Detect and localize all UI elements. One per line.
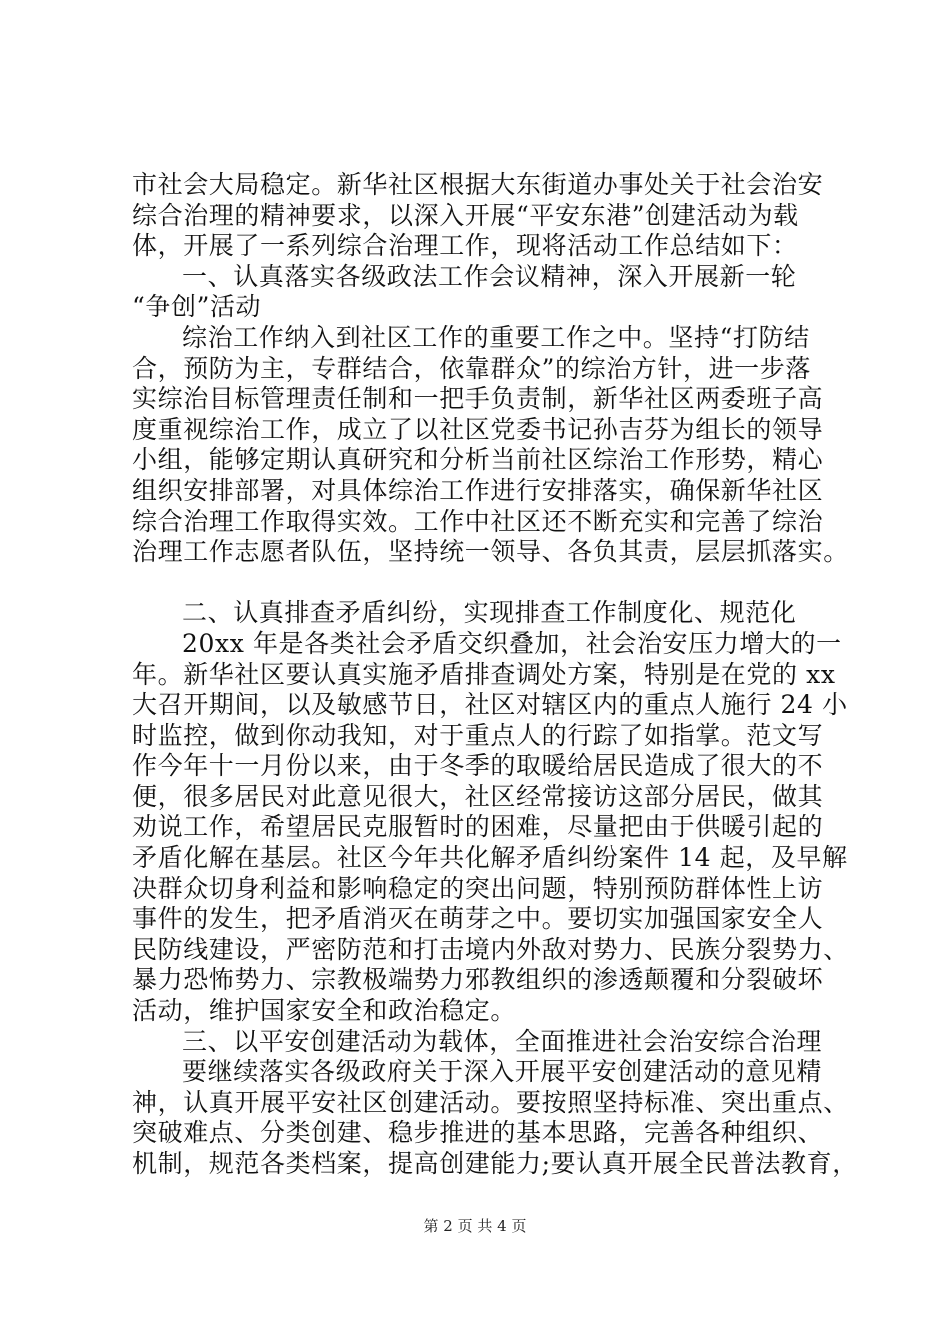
text-line: 劝说工作，希望居民克服暂时的困难，尽量把由于供暖引起的: [132, 812, 824, 842]
text-line: 三、以平安创建活动为载体，全面推进社会治安综合治理: [182, 1026, 823, 1056]
text-line: 综治工作纳入到社区工作的重要工作之中。坚持“打防结: [182, 322, 810, 352]
text-line: 民防线建设，严密防范和打击境内外敌对势力、民族分裂势力、: [132, 934, 849, 964]
page-footer: 第 2 页 共 4 页: [423, 1217, 527, 1235]
text-line: 年。新华社区要认真实施矛盾排查调处方案，特别是在党的 xx: [132, 659, 836, 689]
text-line: 时监控，做到你动我知，对于重点人的行踪了如指掌。范文写: [132, 720, 824, 750]
text-line: 度重视综治工作，成立了以社区党委书记孙吉芬为组长的领导: [132, 414, 824, 444]
text-line: 治理工作志愿者队伍，坚持统一领导、各负其责，层层抓落实。: [132, 537, 849, 567]
text-line: 二、认真排查矛盾纠纷，实现排查工作制度化、规范化: [182, 598, 797, 628]
text-line: 活动，维护国家安全和政治稳定。: [132, 996, 517, 1026]
text-line: 矛盾化解在基层。社区今年共化解矛盾纠纷案件 14 起，及早解: [132, 843, 848, 873]
text-line: 一、认真落实各级政法工作会议精神，深入开展新一轮: [182, 261, 797, 291]
text-line: 大召开期间，以及敏感节日，社区对辖区内的重点人施行 24 小: [132, 690, 848, 720]
text-line: 体，开展了一系列综合治理工作，现将活动工作总结如下：: [132, 231, 798, 261]
text-line: 要继续落实各级政府关于深入开展平安创建活动的意见精: [182, 1057, 823, 1087]
text-line: 神，认真开展平安社区创建活动。要按照坚持标准、突出重点、: [132, 1087, 849, 1117]
document-body: [132, 170, 858, 1180]
text-line: 决群众切身利益和影响稳定的突出问题，特别预防群体性上访: [132, 873, 824, 903]
text-line: 小组，能够定期认真研究和分析当前社区综治工作形势，精心: [132, 445, 824, 475]
text-line: 突破难点、分类创建、稳步推进的基本思路，完善各种组织、: [132, 1118, 824, 1148]
text-line: 作今年十一月份以来，由于冬季的取暖给居民造成了很大的不: [132, 751, 824, 781]
text-line: 便，很多居民对此意见很大，社区经常接访这部分居民，做其: [132, 781, 824, 811]
text-line: 暴力恐怖势力、宗教极端势力邪教组织的渗透颠覆和分裂破坏: [132, 965, 824, 995]
text-line: “争创”活动: [132, 292, 262, 322]
text-line: 20xx 年是各类社会矛盾交织叠加，社会治安压力增大的一: [182, 628, 842, 658]
text-line: 组织安排部署，对具体综治工作进行安排落实，确保新华社区: [132, 475, 824, 505]
text-line: 机制，规范各类档案，提高创建能力;要认真开展全民普法教育，: [132, 1149, 858, 1178]
text-line: 实综治目标管理责任制和一把手负责制，新华社区两委班子高: [132, 384, 824, 414]
text-line: 综合治理的精神要求，以深入开展“平安东港”创建活动为载: [132, 200, 799, 230]
text-line: 市社会大局稳定。新华社区根据大东街道办事处关于社会治安: [132, 170, 824, 199]
blank-line: [132, 568, 836, 599]
text-line: 合，预防为主，专群结合，依靠群众”的综治方针，进一步落: [132, 353, 811, 383]
text-line: 事件的发生，把矛盾消灭在萌芽之中。要切实加强国家安全人: [132, 904, 824, 934]
text-line: 综合治理工作取得实效。工作中社区还不断充实和完善了综治: [132, 506, 824, 536]
